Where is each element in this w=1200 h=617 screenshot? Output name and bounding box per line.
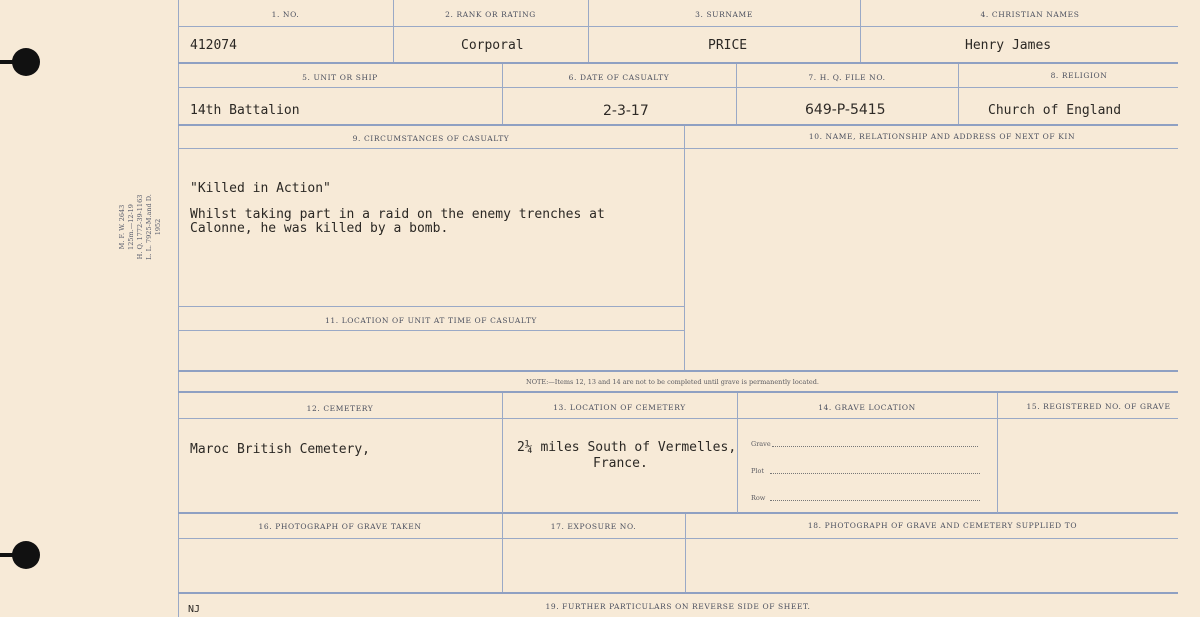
registered-no-label: 15. REGISTERED NO. OF GRAVE <box>1026 402 1171 411</box>
plot-field-line <box>770 473 980 474</box>
row-field-line <box>770 500 980 501</box>
hq-file-label: 7. H. Q. FILE NO. <box>808 73 886 82</box>
location-cemetery-line-2: France. <box>593 456 648 471</box>
rule <box>178 370 1178 372</box>
circumstances-label: 9. CIRCUMSTANCES OF CASUALTY <box>352 134 510 143</box>
rule <box>178 330 684 331</box>
religion-value: Church of England <box>988 103 1122 118</box>
rule <box>178 538 1178 539</box>
rule <box>178 62 1178 64</box>
no-label: 1. NO. <box>271 10 300 19</box>
note-text: NOTE:—Items 12, 13 and 14 are not to be completed until grave is permanently located. <box>526 378 819 386</box>
photo-taken-label: 16. PHOTOGRAPH OF GRAVE TAKEN <box>258 522 422 531</box>
form-print-code: M. F. W. 2643 125m.—12-19 H. Q. 1772-39-1163 L. L. 7925-M.and D. 1952 <box>118 194 162 260</box>
unit-value: 14th Battalion <box>190 103 300 118</box>
rule <box>178 124 1178 126</box>
surname-value: PRICE <box>708 38 748 53</box>
rank-label: 2. RANK OR RATING <box>445 10 536 19</box>
next-of-kin-label: 10. NAME, RELATIONSHIP AND ADDRESS OF NEXT OF KIN <box>808 132 1076 141</box>
rule <box>178 306 684 307</box>
row-field-label: Row <box>751 494 766 502</box>
hq-file-value: 649-P-5415 <box>805 102 886 118</box>
rule <box>684 126 685 370</box>
rule <box>178 148 1178 149</box>
further-particulars-label: 19. FURTHER PARTICULARS ON REVERSE SIDE OF SHEET. <box>545 602 811 611</box>
rule <box>178 592 1178 594</box>
rule <box>178 512 1178 514</box>
location-cemetery-label: 13. LOCATION OF CEMETERY <box>553 403 686 412</box>
grave-field-label: Grave <box>751 440 771 448</box>
grave-location-label: 14. GRAVE LOCATION <box>818 403 916 412</box>
unit-label: 5. UNIT OR SHIP <box>302 73 378 82</box>
date-casualty-value: 2-3-17 <box>603 103 649 119</box>
circumstances-line-1: "Killed in Action" <box>190 181 331 196</box>
plot-field-label: Plot <box>751 467 764 475</box>
rule <box>178 391 1178 393</box>
grave-field-line <box>772 446 978 447</box>
cemetery-value: Maroc British Cemetery, <box>190 442 371 457</box>
circumstances-line-2: Whilst taking part in a raid on the enemy trenches at <box>190 207 605 222</box>
location-cemetery-line-1: 2¼ miles South of Vermelles, <box>517 440 737 455</box>
christian-names-label: 4. CHRISTIAN NAMES <box>980 10 1080 19</box>
surname-label: 3. SURNAME <box>695 10 753 19</box>
circumstances-line-3: Calonne, he was killed by a bomb. <box>190 221 449 236</box>
clerk-initials: NJ <box>188 604 201 615</box>
exposure-label: 17. EXPOSURE NO. <box>550 522 637 531</box>
rank-value: Corporal <box>461 38 524 53</box>
rule <box>997 393 998 513</box>
no-value: 412074 <box>190 38 237 53</box>
photo-supplied-label: 18. PHOTOGRAPH OF GRAVE AND CEMETERY SUPPLIED TO <box>807 521 1078 530</box>
christian-names-value: Henry James <box>965 38 1052 53</box>
punch-hole-bottom <box>12 541 40 569</box>
rule <box>178 26 1178 27</box>
rule <box>178 87 1178 88</box>
rule <box>178 418 1178 419</box>
religion-label: 8. RELIGION <box>1050 71 1108 80</box>
punch-hole-top <box>12 48 40 76</box>
date-casualty-label: 6. DATE OF CASUALTY <box>568 73 670 82</box>
location-unit-label: 11. LOCATION OF UNIT AT TIME OF CASUALTY <box>325 316 537 325</box>
cemetery-label: 12. CEMETERY <box>306 404 374 413</box>
